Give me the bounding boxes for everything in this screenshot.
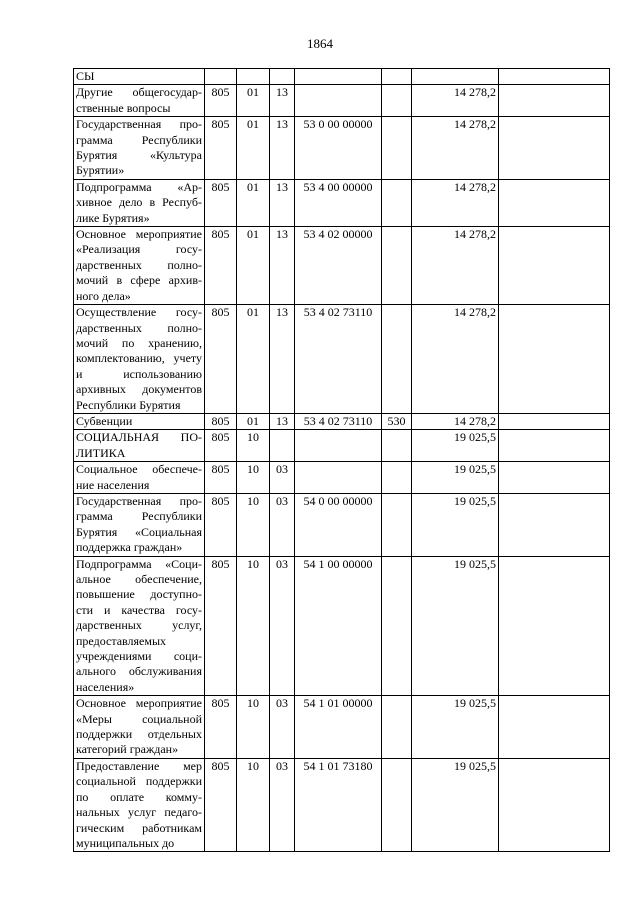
table-row <box>74 758 610 851</box>
section-code-cell <box>237 69 270 85</box>
table-row <box>74 69 610 85</box>
extra-amount-cell <box>499 758 610 851</box>
expense-type-code-cell <box>382 462 412 494</box>
department-code-cell: 805 <box>205 696 237 759</box>
table-row <box>74 179 610 226</box>
extra-amount-cell <box>499 179 610 226</box>
subsection-code-cell: 03 <box>270 758 295 851</box>
department-code-cell: 805 <box>205 413 237 429</box>
row-name-cell: Основное мероприятие «Меры социальной поддержки отдельных категорий граждан» <box>74 696 205 759</box>
amount-cell: 14 278,2 <box>412 117 499 180</box>
amount-cell: 14 278,2 <box>412 227 499 305</box>
row-name-cell: Другие общегосударственные вопросы <box>74 85 205 117</box>
target-item-code-cell: 54 0 00 00000 <box>295 493 382 556</box>
table-row <box>74 413 610 429</box>
department-code-cell: 805 <box>205 430 237 462</box>
expense-type-code-cell <box>382 556 412 696</box>
section-code-cell: 01 <box>237 179 270 226</box>
budget-table <box>73 68 610 852</box>
subsection-code-cell: 13 <box>270 227 295 305</box>
amount-cell: 19 025,5 <box>412 556 499 696</box>
row-name-cell: Основное мероприятие «Реализация государственных полномочий в сфере архивного дела» <box>74 227 205 305</box>
department-code-cell: 805 <box>205 117 237 180</box>
table-row <box>74 462 610 494</box>
extra-amount-cell <box>499 69 610 85</box>
target-item-code-cell: 53 4 02 00000 <box>295 227 382 305</box>
amount-cell: 19 025,5 <box>412 462 499 494</box>
target-item-code-cell: 53 4 02 73110 <box>295 305 382 414</box>
row-name-cell: Подпрограмма «Социальное обеспечение, повышение доступности и качества государственных услуг, предоставляемых учреждениями социального обслуживания населения» <box>74 556 205 696</box>
section-code-cell: 01 <box>237 305 270 414</box>
row-name-cell: Государственная программа Республики Бурятия «Культура Бурятии» <box>74 117 205 180</box>
department-code-cell: 805 <box>205 758 237 851</box>
expense-type-code-cell <box>382 758 412 851</box>
expense-type-code-cell <box>382 117 412 180</box>
expense-type-code-cell <box>382 696 412 759</box>
extra-amount-cell <box>499 462 610 494</box>
target-item-code-cell: 54 1 01 73180 <box>295 758 382 851</box>
expense-type-code-cell <box>382 430 412 462</box>
expense-type-code-cell <box>382 69 412 85</box>
row-name-cell: Подпрограмма «Архивное дело в Республике Бурятия» <box>74 179 205 226</box>
row-name-cell: СОЦИАЛЬНАЯ ПОЛИТИКА <box>74 430 205 462</box>
budget-table-body <box>74 69 610 852</box>
table-row <box>74 227 610 305</box>
amount-cell <box>412 69 499 85</box>
section-code-cell: 10 <box>237 430 270 462</box>
extra-amount-cell <box>499 413 610 429</box>
row-name-cell: Государственная программа Республики Бурятия «Социальная поддержка граждан» <box>74 493 205 556</box>
expense-type-code-cell <box>382 179 412 226</box>
extra-amount-cell <box>499 696 610 759</box>
subsection-code-cell: 03 <box>270 556 295 696</box>
department-code-cell: 805 <box>205 556 237 696</box>
target-item-code-cell: 53 4 02 73110 <box>295 413 382 429</box>
section-code-cell: 10 <box>237 696 270 759</box>
row-name-cell: Субвенции <box>74 413 205 429</box>
table-row <box>74 556 610 696</box>
target-item-code-cell: 54 1 00 00000 <box>295 556 382 696</box>
subsection-code-cell: 13 <box>270 179 295 226</box>
amount-cell: 19 025,5 <box>412 493 499 556</box>
subsection-code-cell <box>270 69 295 85</box>
extra-amount-cell <box>499 117 610 180</box>
amount-cell: 14 278,2 <box>412 305 499 414</box>
extra-amount-cell <box>499 493 610 556</box>
section-code-cell: 10 <box>237 462 270 494</box>
department-code-cell: 805 <box>205 85 237 117</box>
expense-type-code-cell: 530 <box>382 413 412 429</box>
extra-amount-cell <box>499 556 610 696</box>
section-code-cell: 01 <box>237 85 270 117</box>
row-name-cell: Осуществление государственных полномочий по хранению, комплектованию, учету и использованию архивных документов Республики Бурятия <box>74 305 205 414</box>
section-code-cell: 01 <box>237 117 270 180</box>
section-code-cell: 10 <box>237 493 270 556</box>
expense-type-code-cell <box>382 493 412 556</box>
row-name-cell: Предоставление мер социальной поддержки по оплате коммунальных услуг педагогическим работникам муниципальных до <box>74 758 205 851</box>
subsection-code-cell: 13 <box>270 305 295 414</box>
amount-cell: 19 025,5 <box>412 430 499 462</box>
target-item-code-cell <box>295 69 382 85</box>
department-code-cell: 805 <box>205 179 237 226</box>
department-code-cell: 805 <box>205 462 237 494</box>
target-item-code-cell <box>295 430 382 462</box>
section-code-cell: 01 <box>237 227 270 305</box>
table-row <box>74 117 610 180</box>
extra-amount-cell <box>499 227 610 305</box>
amount-cell: 19 025,5 <box>412 696 499 759</box>
section-code-cell: 01 <box>237 413 270 429</box>
table-row <box>74 430 610 462</box>
subsection-code-cell: 03 <box>270 696 295 759</box>
expense-type-code-cell <box>382 305 412 414</box>
table-row <box>74 493 610 556</box>
amount-cell: 14 278,2 <box>412 413 499 429</box>
department-code-cell: 805 <box>205 227 237 305</box>
table-row <box>74 85 610 117</box>
section-code-cell: 10 <box>237 758 270 851</box>
target-item-code-cell <box>295 462 382 494</box>
department-code-cell: 805 <box>205 305 237 414</box>
subsection-code-cell: 13 <box>270 85 295 117</box>
row-name-cell: Социальное обеспечение населения <box>74 462 205 494</box>
subsection-code-cell: 13 <box>270 117 295 180</box>
table-row <box>74 696 610 759</box>
section-code-cell: 10 <box>237 556 270 696</box>
target-item-code-cell: 53 4 00 00000 <box>295 179 382 226</box>
table-row <box>74 305 610 414</box>
amount-cell: 14 278,2 <box>412 179 499 226</box>
expense-type-code-cell <box>382 227 412 305</box>
extra-amount-cell <box>499 85 610 117</box>
row-name-cell: СЫ <box>74 69 205 85</box>
target-item-code-cell: 54 1 01 00000 <box>295 696 382 759</box>
subsection-code-cell: 13 <box>270 413 295 429</box>
target-item-code-cell: 53 0 00 00000 <box>295 117 382 180</box>
amount-cell: 14 278,2 <box>412 85 499 117</box>
extra-amount-cell <box>499 430 610 462</box>
subsection-code-cell: 03 <box>270 462 295 494</box>
department-code-cell: 805 <box>205 493 237 556</box>
page-number: 1864 <box>307 36 333 51</box>
expense-type-code-cell <box>382 85 412 117</box>
target-item-code-cell <box>295 85 382 117</box>
department-code-cell <box>205 69 237 85</box>
subsection-code-cell: 03 <box>270 493 295 556</box>
subsection-code-cell <box>270 430 295 462</box>
amount-cell: 19 025,5 <box>412 758 499 851</box>
extra-amount-cell <box>499 305 610 414</box>
